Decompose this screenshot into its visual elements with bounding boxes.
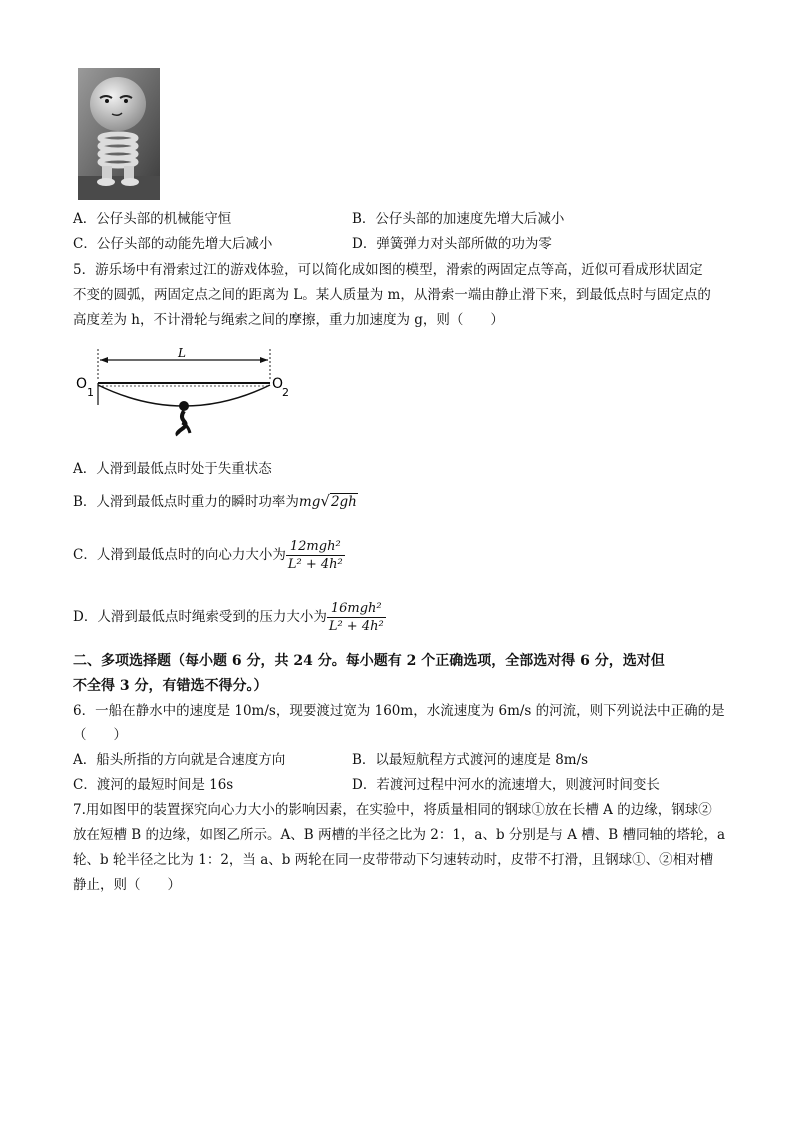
q7-stem-line-1: 7.用如图甲的装置探究向心力大小的影响因素，在实验中，将质量相同的钢球①放在长槽 A 的边缘，钢球② <box>73 802 712 818</box>
q5-option-d-text: D．人滑到最低点时绳索受到的压力大小为 <box>73 609 327 625</box>
q5-option-b-root: 2gh <box>330 494 357 510</box>
q6-option-a: A．船头所指的方向就是合速度方向 <box>73 752 286 768</box>
label-l: L <box>178 346 186 360</box>
q5-option-c <box>73 535 345 575</box>
q5-option-d-den: L² + 4h² <box>328 619 384 634</box>
q6-stem-line-2: （ ） <box>73 727 127 743</box>
q5-option-c-num: 12mgh² <box>286 538 345 556</box>
q6-option-b: B．以最短航程方式渡河的速度是 8m/s <box>352 752 589 768</box>
q5-option-b <box>73 491 358 512</box>
q7-stem-line-3: 轮、b 轮半径之比为 1：2，当 a、b 两轮在同一皮带带动下匀速转动时，皮带不打滑，且钢球①、②相对槽 <box>73 852 714 868</box>
q4-option-c: C．公仔头部的动能先增大后减小 <box>73 236 273 252</box>
q6-option-c: C．渡河的最短时间是 16s <box>73 777 234 793</box>
q5-option-b-text: B．人滑到最低点时重力的瞬时功率为 <box>73 494 299 510</box>
zipline-diagram <box>74 345 300 445</box>
q5-option-c-fraction <box>286 538 345 573</box>
q5-stem-line-1: 5．游乐场中有滑索过江的游戏体验，可以简化成如图的模型，滑索的两固定点等高，近似可看成形状固定 <box>73 262 703 278</box>
label-o1-o: O <box>76 376 88 392</box>
q6-stem-line-1: 6．一船在静水中的速度是 10m/s，现要渡过宽为 160m，水流速度为 6m/s 的河流，则下列说法中正确的是 <box>73 703 725 719</box>
q4-option-b: B．公仔头部的加速度先增大后减小 <box>352 211 565 227</box>
q5-option-d-fraction <box>327 600 386 635</box>
q5-option-c-text: C．人滑到最低点时的向心力大小为 <box>73 547 286 563</box>
section-2-heading-line-2: 不全得 3 分，有错选不得分。） <box>73 678 268 694</box>
q5-option-d <box>73 597 386 637</box>
q5-option-a: A．人滑到最低点时处于失重状态 <box>73 461 272 477</box>
q5-stem-line-2: 不变的圆弧，两固定点之间的距离为 L。某人质量为 m，从滑索一端由静止滑下来，到最低点时与固定点的 <box>73 287 711 303</box>
section-2-heading-line-1: 二、多项选择题（每小题 6 分，共 24 分。每小题有 2 个正确选项，全部选对得 6 分，选对但 <box>73 653 665 669</box>
label-o2-o: O <box>272 376 284 392</box>
q7-stem-line-4: 静止，则（ ） <box>73 877 181 893</box>
label-o1-sub: 1 <box>87 386 94 399</box>
q4-option-d: D．弹簧弹力对头部所做的功为零 <box>352 236 552 252</box>
label-o2-sub: 2 <box>282 386 289 399</box>
q5-option-d-num: 16mgh² <box>327 600 386 618</box>
q6-option-d: D．若渡河过程中河水的流速增大，则渡河时间变长 <box>352 777 660 793</box>
q5-option-c-den: L² + 4h² <box>287 557 343 572</box>
toy-photo-image <box>78 68 160 200</box>
zipline-svg <box>74 345 300 445</box>
toy-photo <box>78 68 160 200</box>
q5-stem-line-3: 高度差为 h，不计滑轮与绳索之间的摩擦，重力加速度为 g，则（ ） <box>73 312 504 328</box>
sqrt-sign: √ <box>320 492 330 510</box>
q5-option-b-mg: mg <box>298 494 321 510</box>
q4-option-a: A．公仔头部的机械能守恒 <box>73 211 232 227</box>
q7-stem-line-2: 放在短槽 B 的边缘，如图乙所示。A、B 两槽的半径之比为 2：1，a、b 分别是与 A 槽、B 槽同轴的塔轮，a <box>73 827 726 843</box>
